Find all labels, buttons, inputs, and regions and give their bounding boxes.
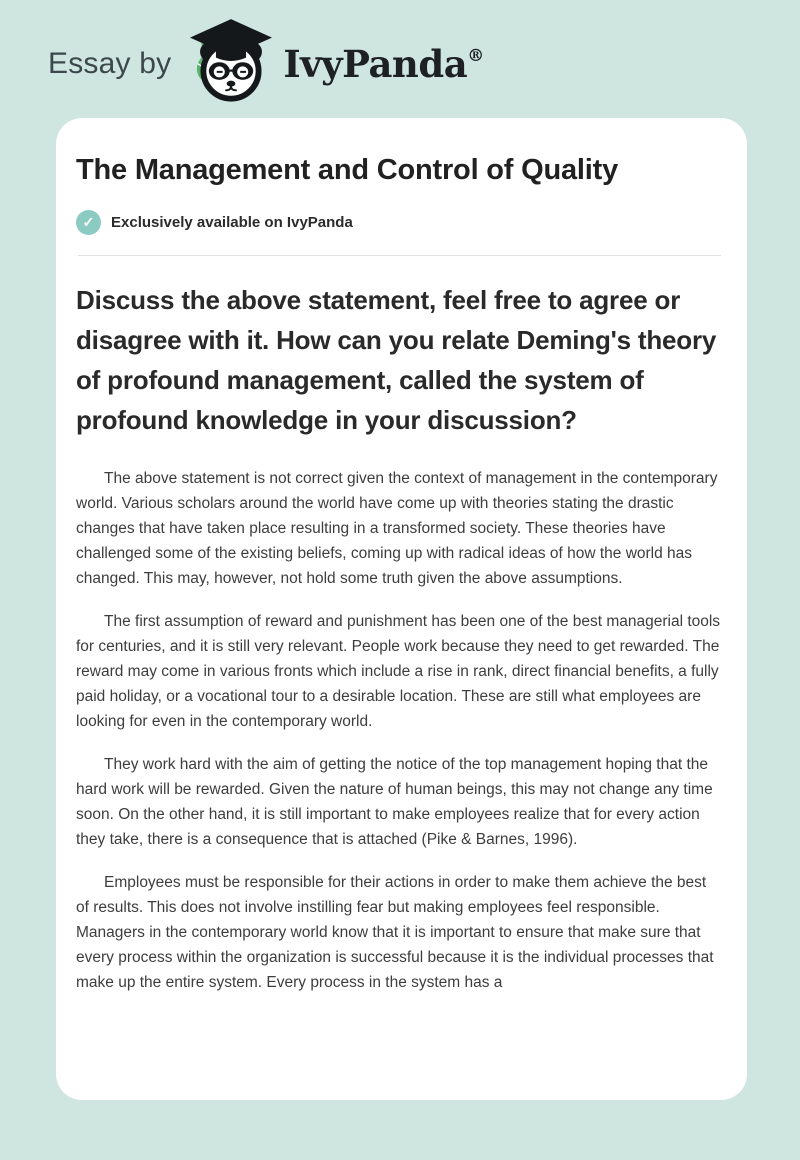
brand-name: IvyPanda® [283,42,484,86]
divider [78,255,721,256]
essay-paragraph: They work hard with the aim of getting the notice of the top management hoping that the hard work will be rewarded. Given the nature of human beings, this may not change any time soon. On the other hand, it is still important to make employees realize that for every action they take, there is a consequence that is attached (Pike & Barnes, 1996). [76,756,713,849]
essay-paragraph: Employees must be responsible for their actions in order to make them achieve the best of results. This does not involve instilling fear but making employees feel responsible. Managers in the contemporary world know that it is important to ensure that make sure that every process within the organization is successful because it is the individual processes that make up the entire system. Every process in the system has a [76,874,714,992]
essay-paragraph: The above statement is not correct given the context of management in the contemporary world. Various scholars around the world have come up with theories stating the drastic changes that have taken place resulting in a transformed society. These theories have challenged some of the existing beliefs, coming up with radical ideas of how the world has changed. This may, however, not hold some truth given the above assumptions. [76,470,718,588]
essay-paragraph: The first assumption of reward and punishment has been one of the best managerial tools for centuries, and it is still very relevant. People work because they need to get rewarded. The reward may come in various fronts which include a rise in rank, direct financial benefits, a fully paid holiday, or a vocational tour to a desirable location. These are still what employees are looking for even in the contemporary world. [76,613,721,731]
registered-trademark: ® [467,46,484,66]
check-icon: ✓ [76,210,101,235]
essay-body [76,466,723,995]
site-header [0,0,800,118]
essay-question: Discuss the above statement, feel free to agree or disagree with it. How can you relate Deming's theory of profound management, called the system of profound knowledge in your discussion? [76,285,717,436]
panda-graduate-icon [185,15,277,107]
availability-badge [76,210,723,235]
essay-title: The Management and Control of Quality [76,154,619,186]
essay-by-label: Essay by [48,47,172,80]
essay-card [56,118,747,1100]
ivypanda-logo [185,21,483,107]
availability-label: Exclusively available on IvyPanda [111,214,353,232]
